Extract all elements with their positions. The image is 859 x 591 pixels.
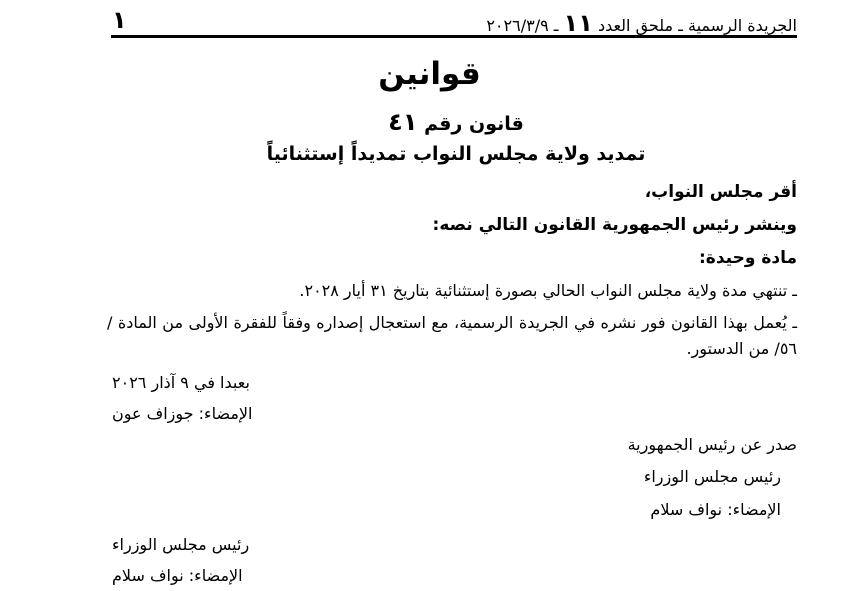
- preamble-parliament: أقر مجلس النواب،: [644, 182, 797, 202]
- pm-title-right: رئيس مجلس الوزراء: [643, 467, 781, 486]
- section-title: قوانين: [378, 56, 481, 92]
- pm-signature-left: الإمضاء: نواف سلام: [112, 566, 243, 585]
- place-date: بعبدا في ٩ آذار ٢٠٢٦: [112, 373, 250, 392]
- issued-by: صدر عن رئيس الجمهورية: [627, 435, 797, 454]
- article-item-1: ـ تنتهي مدة ولاية مجلس النواب الحالي بصورة إستثنائية بتاريخ ٣١ أيار ٢٠٢٨.: [299, 281, 797, 300]
- pm-title-left: رئيس مجلس الوزراء: [112, 535, 250, 554]
- president-signature: الإمضاء: جوزاف عون: [112, 404, 253, 423]
- pm-signature-right: الإمضاء: نواف سلام: [650, 500, 781, 519]
- issue-date: ـ ٢٠٢٦/٣/٩: [486, 16, 559, 35]
- preamble-promulgation: وينشر رئيس الجمهورية القانون التالي نصه:: [432, 215, 797, 235]
- article-item-2: ـ يُعمل بهذا القانون فور نشره في الجريدة الرسمية، مع استعجال إصداره وفقاً للفقرة الأولى من المادة /٥٦/ من الدستور.: [107, 313, 797, 358]
- gazette-label: الجريدة الرسمية ـ ملحق العدد: [597, 16, 797, 35]
- law-number-label: قانون رقم: [424, 113, 524, 135]
- law-number-heading: [0, 108, 859, 136]
- page-number: ١: [112, 6, 127, 34]
- law-number-value: ٤١: [388, 108, 418, 136]
- issue-number: ١١: [563, 9, 593, 37]
- header-divider: [111, 35, 797, 38]
- law-subject: تمديد ولاية مجلس النواب تمديداً إستثنائياً: [266, 143, 646, 165]
- gazette-header: [486, 9, 797, 37]
- single-article-heading: مادة وحيدة:: [699, 248, 797, 268]
